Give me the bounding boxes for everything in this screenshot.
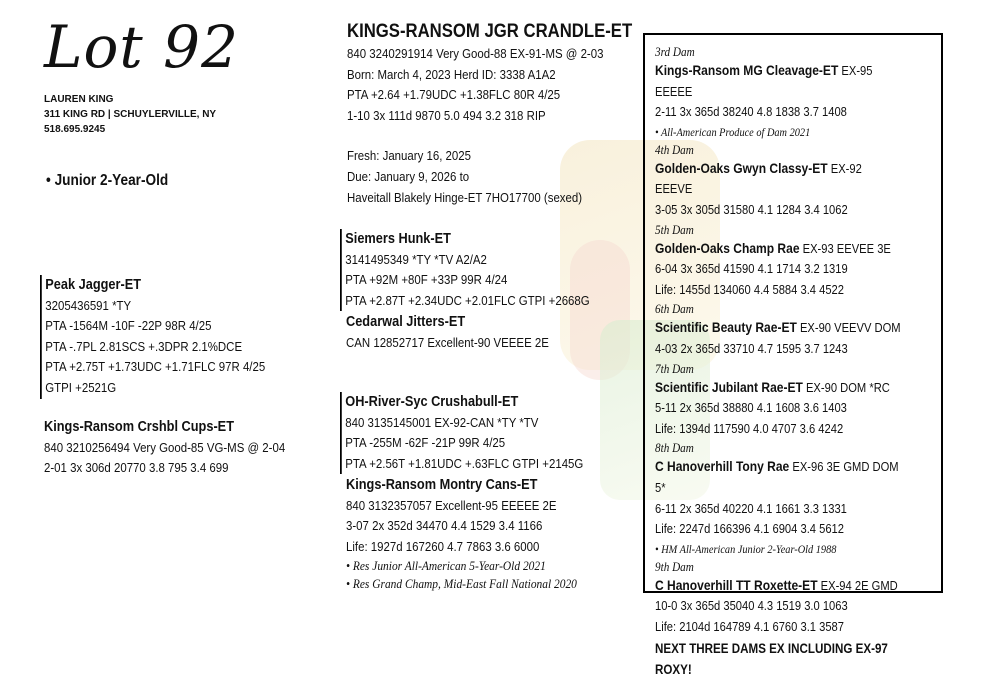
dam-generation-label: 9th Dam bbox=[655, 558, 694, 574]
dam-entry bbox=[655, 300, 901, 359]
dam-entry-score: EX-95 EEEEE bbox=[655, 63, 873, 99]
dam-award-note: • HM All-American Junior 2-Year-Old 1988 bbox=[655, 541, 837, 556]
dam-entry-title bbox=[655, 60, 901, 102]
great-granddam-name: Kings-Ransom Montry Cans-ET bbox=[346, 477, 538, 493]
great-granddam-line: 840 3132357057 Excellent-95 EEEEE 2E bbox=[346, 497, 557, 513]
dam-entry-name: Golden-Oaks Gwyn Classy-ET bbox=[655, 159, 828, 176]
dam-record-line: Life: 2104d 164789 4.1 6760 3.1 3587 bbox=[655, 618, 844, 634]
dam-entry-score: EX-92 EEEVE bbox=[655, 160, 862, 197]
dam-record-line: Life: 1394d 117590 4.0 4707 3.6 4242 bbox=[655, 420, 844, 436]
dam-generation-label: 6th Dam bbox=[655, 301, 694, 317]
dam-lineage-box bbox=[643, 33, 943, 678]
dam-entry-title bbox=[655, 158, 901, 200]
consignor-address: 311 KING RD | SCHUYLERVILLE, NY bbox=[44, 109, 217, 120]
dam-record-line: 6-11 2x 365d 40220 4.1 1661 3.3 1331 bbox=[655, 500, 847, 516]
main-line: 1-10 3x 111d 9870 5.0 494 3.2 318 RIP bbox=[347, 107, 546, 123]
dam-entry bbox=[655, 43, 901, 141]
mgs-line: PTA +92M +80F +33P 99R 4/24 bbox=[345, 272, 508, 288]
dam-generation-label: 5th Dam bbox=[655, 221, 694, 237]
sire-line: PTA -1564M -10F -22P 98R 4/25 bbox=[45, 318, 212, 334]
dam-entry-name: Golden-Oaks Champ Rae bbox=[655, 239, 800, 256]
award-note: • Res Grand Champ, Mid-East Fall National 2020 bbox=[346, 576, 577, 592]
consignor-phone: 518.695.9245 bbox=[44, 124, 106, 135]
dam-record-line: 10-0 3x 365d 35040 4.3 1519 3.0 1063 bbox=[655, 598, 848, 614]
great-granddam-line: 3-07 2x 352d 34470 4.4 1529 3.4 1166 bbox=[346, 518, 543, 534]
dam-entry-title bbox=[655, 456, 901, 498]
dam-generation-label: 7th Dam bbox=[655, 360, 694, 376]
dam-entry-name: Scientific Beauty Rae-ET bbox=[655, 319, 797, 336]
dam-entry-name: C Hanoverhill TT Roxette-ET bbox=[655, 576, 818, 593]
footer-note: NEXT THREE DAMS EX INCLUDING EX-97 ROXY! bbox=[655, 641, 888, 678]
fresh-date: Fresh: January 16, 2025 bbox=[347, 148, 472, 164]
dam-block bbox=[44, 417, 285, 479]
granddam-name: Cedarwal Jitters-ET bbox=[346, 314, 466, 330]
dam-record-line: 2-11 3x 365d 38240 4.8 1838 3.7 1408 bbox=[655, 104, 847, 120]
dam-record-line: 5-11 2x 365d 38880 4.1 1608 3.6 1403 bbox=[655, 400, 847, 416]
dam-entry-score: EX-90 DOM *RC bbox=[802, 379, 890, 395]
sire-line: 3205436591 *TY bbox=[45, 297, 132, 313]
sire-block bbox=[40, 275, 265, 399]
dam-record-line: 6-04 3x 365d 41590 4.1 1714 3.2 1319 bbox=[655, 261, 848, 277]
mgs-block bbox=[340, 229, 590, 311]
mggs-line: PTA +2.56T +1.81UDC +.63FLC GTPI +2145G bbox=[345, 455, 584, 471]
dam-line: 2-01 3x 306d 20770 3.8 795 3.4 699 bbox=[44, 460, 229, 476]
dam-entry bbox=[655, 360, 901, 440]
dam-entry-score: EX-94 2E GMD bbox=[817, 577, 898, 593]
consignor-info bbox=[44, 92, 216, 137]
mggs-line: PTA -255M -62F -21P 99R 4/25 bbox=[345, 435, 506, 451]
dam-lineage-list bbox=[655, 43, 901, 681]
dam-record-line: 4-03 2x 365d 33710 4.7 1595 3.7 1243 bbox=[655, 340, 848, 356]
dam-entry-name: C Hanoverhill Tony Rae bbox=[655, 458, 790, 475]
dam-line: 840 3210256494 Very Good-85 VG-MS @ 2-04 bbox=[44, 439, 286, 455]
great-granddam-block bbox=[346, 475, 577, 593]
sire-name: Peak Jagger-ET bbox=[45, 277, 142, 293]
dam-entry-title bbox=[655, 377, 901, 399]
dam-award-note: • All-American Produce of Dam 2021 bbox=[655, 124, 811, 139]
mggs-line: 840 3135145001 EX-92-CAN *TY *TV bbox=[345, 414, 539, 430]
lot-number: Lot 92 bbox=[44, 13, 239, 81]
dam-entry-score: EX-96 3E GMD DOM 5* bbox=[655, 459, 899, 495]
great-granddam-line: Life: 1927d 167260 4.7 7863 3.6 6000 bbox=[346, 538, 540, 554]
granddam-line: CAN 12852717 Excellent-90 VEEEE 2E bbox=[346, 334, 549, 350]
dam-generation-label: 4th Dam bbox=[655, 141, 694, 157]
main-line: PTA +2.64 +1.79UDC +1.38FLC 80R 4/25 bbox=[347, 87, 561, 103]
mggs-name: OH-River-Syc Crushabull-ET bbox=[345, 394, 519, 410]
sire-line: GTPI +2521G bbox=[45, 379, 117, 395]
dam-generation-label: 8th Dam bbox=[655, 440, 694, 456]
dam-entry bbox=[655, 439, 901, 557]
dam-entry bbox=[655, 141, 901, 221]
sire-line: PTA +2.75T +1.73UDC +1.71FLC 97R 4/25 bbox=[45, 359, 266, 375]
main-line: 840 3240291914 Very Good-88 EX-91-MS @ 2-03 bbox=[347, 46, 604, 61]
award-note: • Res Junior All-American 5-Year-Old 2021 bbox=[346, 558, 546, 574]
consignor-name: LAUREN KING bbox=[44, 94, 114, 105]
dam-name: Kings-Ransom Crshbl Cups-ET bbox=[44, 419, 234, 435]
dam-entry bbox=[655, 221, 901, 301]
mggs-block bbox=[340, 392, 583, 474]
dam-record-line: 3-05 3x 305d 31580 4.1 1284 3.4 1062 bbox=[655, 201, 848, 217]
category-label: • Junior 2-Year-Old bbox=[46, 172, 169, 189]
dam-entry bbox=[655, 558, 901, 638]
dam-entry-name: Scientific Jubilant Rae-ET bbox=[655, 378, 803, 395]
due-date: Due: January 9, 2026 to bbox=[347, 168, 470, 184]
mgs-line: PTA +2.87T +2.34UDC +2.01FLC GTPI +2668G bbox=[345, 292, 590, 308]
dam-record-line: Life: 1455d 134060 4.4 5884 3.4 4522 bbox=[655, 281, 844, 297]
main-line: Born: March 4, 2023 Herd ID: 3338 A1A2 bbox=[347, 66, 556, 82]
main-animal-name: KINGS-RANSOM JGR CRANDLE-ET bbox=[347, 21, 633, 42]
dam-entry-score: EX-90 VEEVV DOM bbox=[796, 320, 901, 336]
sire-line: PTA -.7PL 2.81SCS +.3DPR 2.1%DCE bbox=[45, 338, 243, 354]
dam-entry-score: EX-93 EEVEE 3E bbox=[799, 240, 891, 256]
dam-generation-label: 3rd Dam bbox=[655, 44, 695, 59]
granddam-block bbox=[346, 312, 549, 353]
dam-entry-title bbox=[655, 238, 901, 260]
main-animal bbox=[347, 20, 632, 208]
mgs-line: 3141495349 *TY *TV A2/A2 bbox=[345, 251, 487, 267]
mgs-name: Siemers Hunk-ET bbox=[345, 231, 451, 247]
dam-entry-title bbox=[655, 317, 901, 339]
dam-record-line: Life: 2247d 166396 4.1 6904 3.4 5612 bbox=[655, 521, 844, 537]
dam-entry-name: Kings-Ransom MG Cleavage-ET bbox=[655, 62, 839, 78]
dam-entry-title bbox=[655, 575, 901, 597]
service-sire: Haveitall Blakely Hinge-ET 7HO17700 (sexed) bbox=[347, 189, 583, 205]
